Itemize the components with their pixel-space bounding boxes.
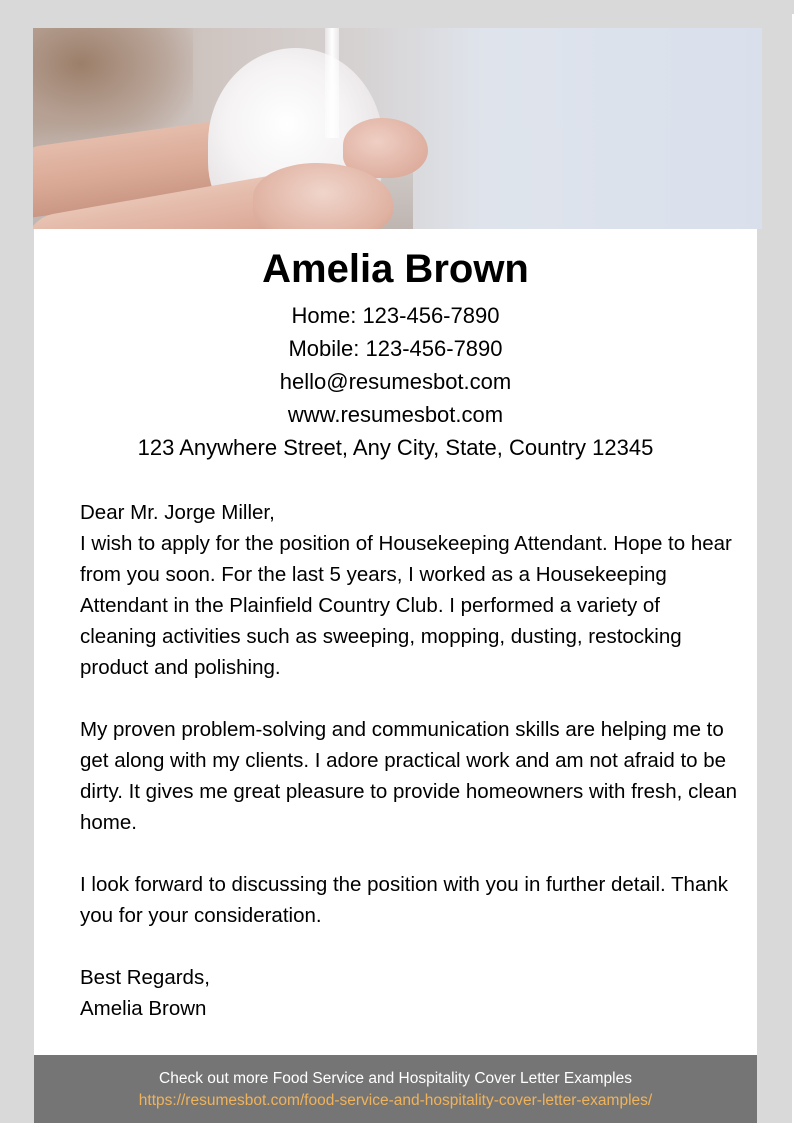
email: hello@resumesbot.com	[279, 369, 512, 394]
paragraph-gap	[80, 838, 740, 869]
paragraph-gap	[80, 683, 740, 714]
photo-water-stream	[325, 28, 339, 138]
signature: Amelia Brown	[80, 997, 207, 1020]
letter-body	[80, 497, 740, 1024]
paragraph-gap	[80, 931, 740, 962]
letter-header	[34, 242, 757, 464]
website: www.resumesbot.com	[287, 402, 504, 427]
paragraph-skills: My proven problem-solving and communication skills are helping me to get along with my clients. I adore practical work and am not afraid to be dirty. It gives me great pleasure to provide homeowners with fresh, clean home.	[80, 718, 738, 834]
closing: Best Regards,	[80, 966, 210, 989]
footer-text: Check out more Food Service and Hospitality Cover Letter Examples	[159, 1070, 632, 1087]
footer-banner	[34, 1055, 757, 1123]
paragraph-intro: I wish to apply for the position of Housekeeping Attendant. Hope to hear from you soon. For the last 5 years, I worked as a Housekeeping Attendant in the Plainfield Country Club. I performed a variety of cleaning activities such as sweeping, mopping, dusting, restocking product and polishing.	[80, 532, 732, 679]
mobile-phone: Mobile: 123-456-7890	[288, 336, 503, 361]
salutation: Dear Mr. Jorge Miller,	[80, 501, 275, 524]
footer-link[interactable]: https://resumesbot.com/food-service-and-hospitality-cover-letter-examples/	[138, 1092, 653, 1109]
home-phone: Home: 123-456-7890	[291, 303, 500, 328]
paragraph-closing: I look forward to discussing the position with you in further detail. Thank you for your consideration.	[80, 873, 728, 927]
header-photo	[33, 28, 762, 229]
applicant-name: Amelia Brown	[262, 247, 529, 291]
address: 123 Anywhere Street, Any City, State, Country 12345	[137, 435, 654, 460]
